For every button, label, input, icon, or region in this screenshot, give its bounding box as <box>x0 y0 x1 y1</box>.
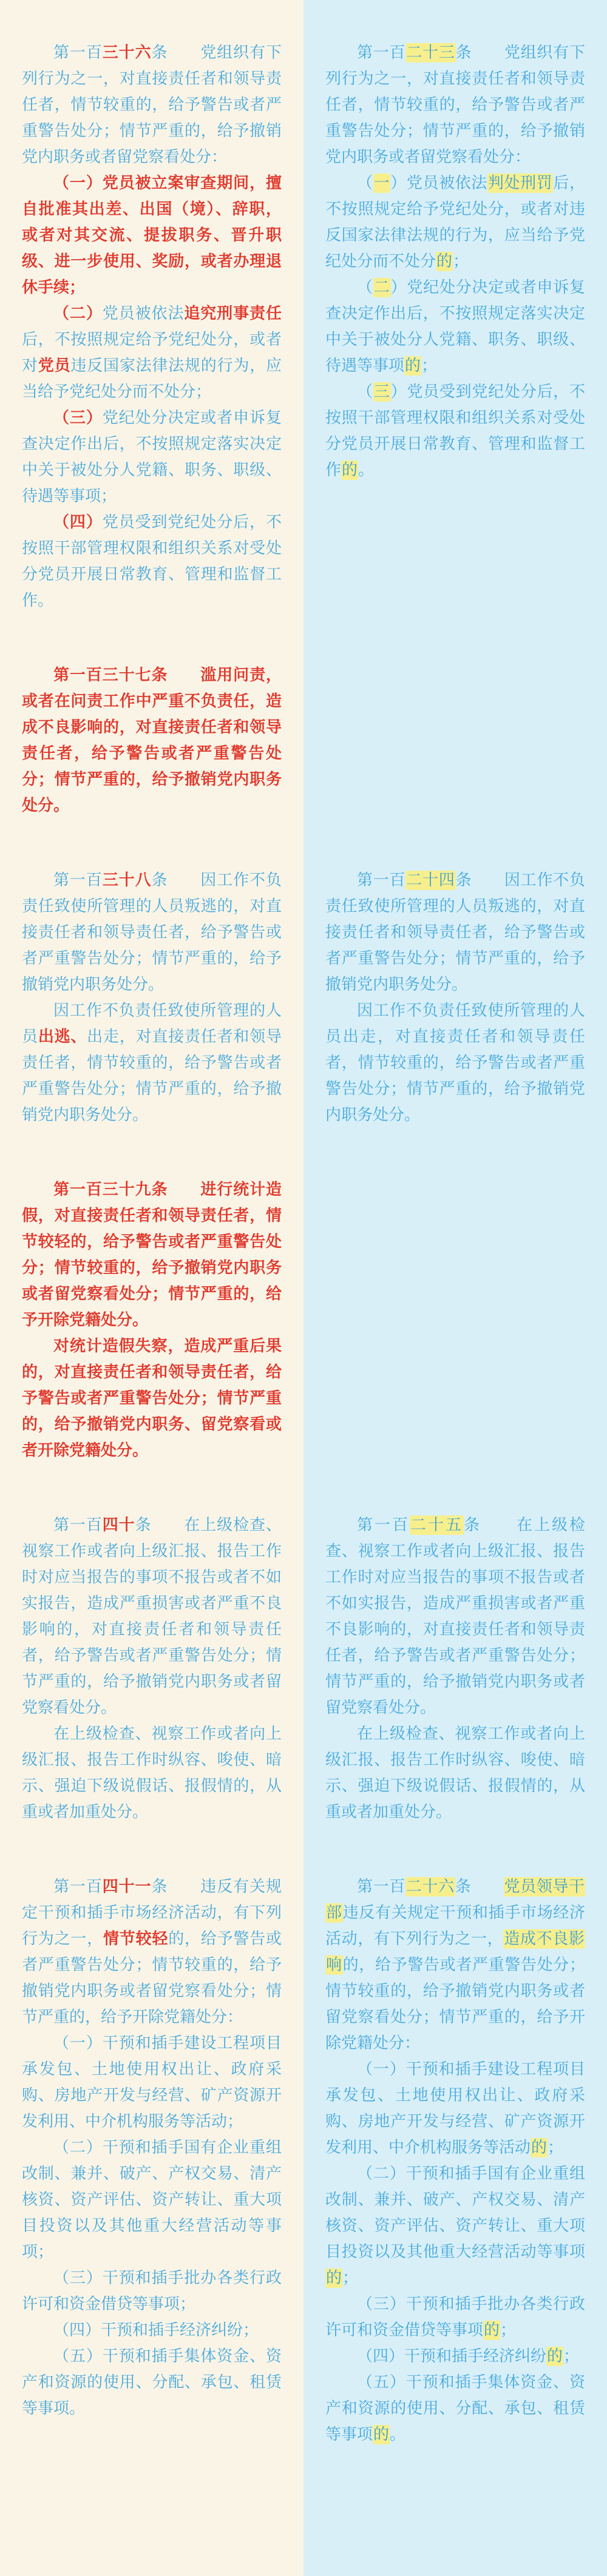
text-run: （二）干预和插手国有企业重组改制、兼并、破产、产权交易、清产核资、资产评估、资产转让、重大项目投资以及其他重大经营活动等事项； <box>22 2139 282 2261</box>
text-run: ； <box>453 252 469 271</box>
paragraph <box>22 510 282 614</box>
text-run: 第一百 <box>357 44 406 62</box>
paragraph <box>325 1721 585 1826</box>
paragraph <box>325 170 585 275</box>
new-regulation-cell <box>0 1512 304 1874</box>
text-run: 条 <box>455 44 472 62</box>
revised-text-run: 三十八 <box>102 871 152 889</box>
revised-text-run: （二） <box>53 305 103 323</box>
text-run: 第一百 <box>357 1516 410 1534</box>
paragraph <box>22 2031 282 2135</box>
new-regulation-cell <box>0 868 304 1177</box>
text-run: 条 <box>135 1516 152 1534</box>
revised-text-run: 四十一 <box>102 1878 152 1896</box>
text-run: 党组织有下列行为之一，对直接责任者和领导责任者，情节较重的，给予警告或者严重警告处分；情节严重的，给予撤销党内职务或者留党察看处分： <box>325 44 585 166</box>
revised-text-run: 第一百三十七条 滥用问责，或者在问责工作中严重不负责任，造成不良影响的，对直接责任者和领导责任者，给予警告或者严重警告处分；情节严重的，给予撤销党内职务处分。 <box>22 666 282 815</box>
highlighted-text-run: 二十四 <box>406 871 455 889</box>
text-run: 第一百 <box>357 1878 405 1896</box>
highlighted-text-run: 二十六 <box>405 1878 455 1896</box>
revised-text-run: （三） <box>53 409 103 427</box>
article-124-old <box>325 868 585 1128</box>
text-run: 出走，对直接责任者和领导责任者，情节较重的，给予警告或者严重警告处分；情节严重的，给予撤销党内职务处分。 <box>22 1028 282 1124</box>
text-run: （五）干预和插手集体资金、资产和资源的使用、分配、承包、租赁等事项 <box>325 2373 585 2444</box>
revised-text-run: 对统计造假失察，造成严重后果的，对直接责任者和领导责任者，给予警告或者严重警告处分；情节严重的，给予撤销党内职务、留党察看或者开除党籍处分。 <box>22 1337 282 1460</box>
new-regulation-filler <box>0 2497 304 2576</box>
paragraph <box>22 1177 282 1334</box>
old-regulation-cell <box>304 0 607 663</box>
paragraph <box>22 301 282 405</box>
text-run: 违反国家法律法规的行为，应当给予党纪处分而不处分； <box>22 357 282 401</box>
text-run: 条 <box>455 1878 472 1896</box>
text-run: 第一百 <box>357 871 406 889</box>
revised-text-run: （一）党员被立案审查期间，擅自批准其出差、出国（境）、辞职，或者对其交流、提拔职务、晋升职级、进一步使用、奖励，或者办理退休手续； <box>22 174 282 297</box>
text-run: ； <box>421 357 438 375</box>
paragraph <box>325 998 585 1128</box>
highlighted-text-run: 的 <box>342 461 358 479</box>
paragraph <box>22 998 282 1128</box>
highlighted-text-run: 的 <box>531 2139 548 2157</box>
paragraph <box>22 663 282 819</box>
paragraph <box>22 40 282 170</box>
old-regulation-cell <box>304 1874 607 2497</box>
article-125-old <box>325 1512 585 1826</box>
paragraph <box>325 2291 585 2344</box>
paragraph <box>22 2135 282 2265</box>
text-run: ； <box>548 2139 564 2157</box>
paragraph <box>22 2265 282 2318</box>
text-run: ）党员受到党纪处分后，不按照干部管理权限和组织关系对受处分党员开展日常教育、管理和监督工作 <box>325 383 585 479</box>
highlighted-text-run: 的 <box>484 2321 500 2339</box>
text-run: （三）干预和插手批办各类行政许可和资金借贷等事项； <box>22 2269 282 2313</box>
text-run: 条 <box>151 871 168 889</box>
text-run <box>471 1878 503 1896</box>
text-run: 条 <box>464 1516 481 1534</box>
text-run: 在上级检查、视察工作或者向上级汇报、报告工作时纵容、唆使、暗示、强迫下级说假话、报假情的，从重或者加重处分。 <box>325 1725 585 1821</box>
text-run: 条 <box>151 44 168 62</box>
text-run: 第一百 <box>53 1878 103 1896</box>
highlighted-text-run: 党员领导干部 <box>326 1878 585 1922</box>
old-regulation-cell <box>304 1177 607 1512</box>
paragraph <box>325 2057 585 2161</box>
text-run: （二）干预和插手国有企业重组改制、兼并、破产、产权交易、清产核资、资产评估、资产转让、重大项目投资以及其他重大经营活动等事项 <box>325 2165 585 2261</box>
text-run: 在上级检查、视察工作或者向上级汇报、报告工作时纵容、唆使、暗示、强迫下级说假话、报假情的，从重或者加重处分。 <box>22 1725 282 1821</box>
text-run: ； <box>563 2347 580 2365</box>
paragraph <box>22 1334 282 1464</box>
text-run: （四）干预和插手经济纠纷； <box>53 2321 259 2339</box>
old-regulation-cell <box>304 868 607 1177</box>
text-run: （ <box>357 174 373 192</box>
text-run: 。 <box>390 2426 406 2444</box>
new-regulation-cell <box>0 0 304 663</box>
text-run: 党纪处分决定或者申诉复查决定作出后，不按照规定落实决定中关于被处分人党籍、职务、职级、待遇等事项； <box>22 409 282 505</box>
revised-text-run: 追究刑事责任 <box>184 305 282 323</box>
article-137-new <box>22 663 282 819</box>
text-run: 在上级检查、视察工作或者向上级汇报、报告工作时对应当报告的事项不报告或者不如实报告，造成严重损害或者严重不良影响的，对直接责任者和领导责任者，给予警告或者严重警告处分；情节严重的，给予撤销党内职务或者留党察看处分。 <box>22 1516 282 1717</box>
text-run: 后，不按照规定给予党纪处分，或者对违反国家法律法规的行为，应当给予党纪处分而不处分 <box>325 174 585 271</box>
text-run: 违反有关规定干预和插手市场经济活动，有下列行为之一， <box>325 1904 585 1948</box>
highlighted-text-run: 一 <box>373 174 390 192</box>
highlighted-text-run: 二十三 <box>406 44 455 62</box>
article-136-new <box>22 40 282 614</box>
text-run: ； <box>342 2269 359 2287</box>
revised-text-run: 情节较轻 <box>103 1930 169 1948</box>
revised-text-run: 党员 <box>38 357 71 375</box>
highlighted-text-run: 的 <box>547 2347 563 2365</box>
text-run: 违反有关规定干预和插手市场经济活动，有下列行为之一， <box>22 1878 282 1948</box>
revised-text-run: 出逃、 <box>38 1028 87 1046</box>
highlighted-text-run: 的 <box>405 357 421 375</box>
text-run: 因工作不负责任致使所管理的人员叛逃的，对直接责任者和领导责任者，给予警告或者严重警告处分；情节严重的，给予撤销党内职务处分。 <box>325 871 585 994</box>
paragraph <box>325 2344 585 2370</box>
text-run: （三）干预和插手批办各类行政许可和资金借贷等事项 <box>325 2295 585 2339</box>
paragraph <box>22 2344 282 2422</box>
new-regulation-cell <box>0 1874 304 2497</box>
revised-text-run: （四） <box>53 513 103 531</box>
text-run: （五）干预和插手集体资金、资产和资源的使用、分配、承包、租赁等事项。 <box>22 2347 282 2418</box>
article-126-old <box>325 1874 585 2448</box>
highlighted-text-run: 二 <box>373 278 390 297</box>
paragraph <box>325 275 585 379</box>
text-run: 的，给予警告或者严重警告处分；情节较重的，给予撤销党内职务或者留党察看处分；情节严重的，给予开除党籍处分： <box>22 1930 282 2026</box>
text-run: 的，给予警告或者严重警告处分；情节较重的，给予撤销党内职务或者留党察看处分；情节严重的，给予开除党籍处分： <box>325 1956 585 2052</box>
paragraph <box>325 2161 585 2291</box>
highlighted-text-run: 造成不良影响 <box>326 1930 585 1974</box>
paragraph <box>325 1874 585 2057</box>
old-regulation-cell <box>304 663 607 868</box>
revised-text-run: 三十六 <box>102 44 152 62</box>
text-run: （ <box>357 278 373 297</box>
new-regulation-cell <box>0 663 304 868</box>
old-regulation-filler <box>304 2497 607 2576</box>
revised-text-run: 四十 <box>102 1516 135 1534</box>
text-run: （一）干预和插手建设工程项目承发包、土地使用权出让、政府采购、房地产开发与经营、矿产资源开发利用、中介机构服务等活动 <box>325 2060 585 2157</box>
text-run: 后，不按照规定给予党纪处分，或者对 <box>22 331 282 375</box>
text-run: 党员被依法 <box>102 305 185 323</box>
text-run: 因工作不负责任致使所管理的人员出走，对直接责任者和领导责任者，情节较重的，给予警告或者严重警告处分；情节严重的，给予撤销党内职务处分。 <box>325 1002 585 1124</box>
text-run: 。 <box>358 461 375 479</box>
paragraph <box>325 1512 585 1721</box>
revised-text-run: 第一百三十九条 进行统计造假，对直接责任者和领导责任者，情节较轻的，给予警告或者严重警告处分；情节较重的，给予撤销党内职务或者留党察看处分；情节严重的，给予开除党籍处分。 <box>22 1181 282 1329</box>
new-regulation-cell <box>0 1177 304 1512</box>
article-138-new <box>22 868 282 1128</box>
old-regulation-cell <box>304 1512 607 1874</box>
paragraph <box>325 2370 585 2448</box>
paragraph <box>22 2318 282 2344</box>
text-run: 条 <box>455 871 472 889</box>
highlighted-text-run: 判处刑罚 <box>487 174 553 192</box>
paragraph <box>22 1874 282 2031</box>
article-139-new <box>22 1177 282 1464</box>
paragraph <box>325 868 585 998</box>
highlighted-text-run: 三 <box>373 383 390 401</box>
text-run: ）党纪处分决定或者申诉复查决定作出后，不按照规定落实决定中关于被处分人党籍、职务、职级、待遇等事项 <box>325 278 585 375</box>
text-run: 第一百 <box>53 871 103 889</box>
highlighted-text-run: 的 <box>373 2426 390 2444</box>
text-run: （ <box>357 383 373 401</box>
highlighted-text-run: 的 <box>326 2269 342 2287</box>
text-run: 因工作不负责任致使所管理的人员 <box>22 1002 282 1046</box>
article-140-new <box>22 1512 282 1826</box>
paragraph <box>22 170 282 301</box>
paragraph <box>325 379 585 484</box>
paragraph <box>22 1721 282 1826</box>
paragraph <box>22 868 282 998</box>
text-run: 在上级检查、视察工作或者向上级汇报、报告工作时对应当报告的事项不报告或者不如实报告，造成严重损害或者严重不良影响的，对直接责任者和领导责任者，给予警告或者严重警告处分；情节严重的，给予撤销党内职务或者留党察看处分。 <box>325 1516 585 1717</box>
paragraph <box>22 1512 282 1721</box>
text-run: 党员受到党纪处分后，不按照干部管理权限和组织关系对受处分党员开展日常教育、管理和监督工作。 <box>22 513 282 610</box>
highlighted-text-run: 二十五 <box>410 1516 463 1534</box>
text-run: 党组织有下列行为之一，对直接责任者和领导责任者，情节较重的，给予警告或者严重警告处分；情节严重的，给予撤销党内职务或者留党察看处分： <box>22 44 282 166</box>
text-run: 第一百 <box>53 44 103 62</box>
text-run: （四）干预和插手经济纠纷 <box>357 2347 547 2365</box>
article-123-old <box>325 40 585 484</box>
text-run: 第一百 <box>53 1516 103 1534</box>
highlighted-text-run: 的 <box>436 252 453 271</box>
text-run: 条 <box>151 1878 168 1896</box>
article-141-new <box>22 1874 282 2422</box>
paragraph <box>22 405 282 510</box>
paragraph <box>325 40 585 170</box>
text-run: ； <box>500 2321 517 2339</box>
text-run: （一）干预和插手建设工程项目承发包、土地使用权出让、政府采购、房地产开发与经营、矿产资源开发利用、中介机构服务等活动； <box>22 2034 282 2131</box>
text-run: 因工作不负责任致使所管理的人员叛逃的，对直接责任者和领导责任者，给予警告或者严重警告处分；情节严重的，给予撤销党内职务处分。 <box>22 871 282 994</box>
text-run: ）党员被依法 <box>390 174 487 192</box>
